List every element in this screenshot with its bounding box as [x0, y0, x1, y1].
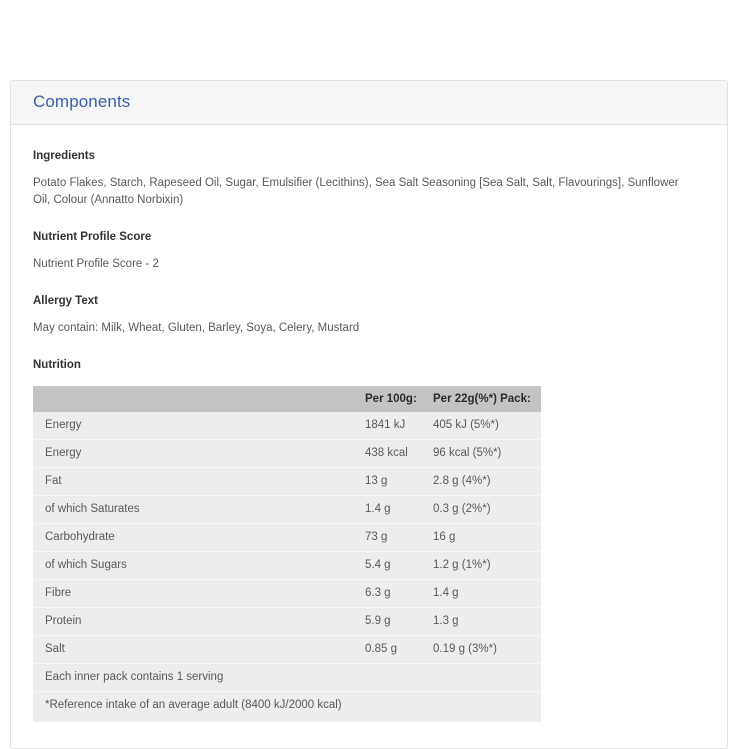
cell-per-100g: 1.4 g — [363, 496, 431, 524]
cell-per-pack: 16 g — [431, 524, 541, 552]
cell-per-pack: 2.8 g (4%*) — [431, 468, 541, 496]
cell-per-pack: 1.3 g — [431, 608, 541, 636]
cell-per-100g: 5.4 g — [363, 552, 431, 580]
table-note: Each inner pack contains 1 serving — [33, 664, 541, 692]
allergy-text-heading: Allergy Text — [33, 295, 98, 307]
nutrition-heading: Nutrition — [33, 359, 81, 371]
cell-nutrient: Fat — [33, 468, 363, 496]
table-row — [33, 440, 541, 468]
table-row — [33, 524, 541, 552]
panel-body — [11, 125, 727, 748]
column-header-per-100g: Per 100g: — [363, 386, 431, 412]
table-header-row — [33, 386, 541, 412]
column-header-per-pack: Per 22g(%*) Pack: — [431, 386, 541, 412]
components-panel — [10, 80, 728, 749]
nutrition-table-body — [33, 412, 541, 722]
cell-per-pack: 96 kcal (5%*) — [431, 440, 541, 468]
nutrition-table-head — [33, 386, 541, 412]
cell-per-100g: 1841 kJ — [363, 412, 431, 440]
nutrient-profile-score-text: Nutrient Profile Score - 2 — [33, 258, 159, 270]
cell-nutrient: Energy — [33, 440, 363, 468]
table-row — [33, 552, 541, 580]
cell-per-pack: 0.19 g (3%*) — [431, 636, 541, 664]
cell-per-pack: 1.2 g (1%*) — [431, 552, 541, 580]
cell-nutrient: of which Sugars — [33, 552, 363, 580]
table-row — [33, 608, 541, 636]
panel-header — [11, 81, 727, 125]
cell-per-100g: 73 g — [363, 524, 431, 552]
cell-nutrient: Salt — [33, 636, 363, 664]
table-note-row — [33, 664, 541, 692]
nutrition-table-wrapper — [33, 386, 541, 722]
cell-nutrient: of which Saturates — [33, 496, 363, 524]
page-title: Components — [33, 92, 131, 111]
cell-per-pack: 1.4 g — [431, 580, 541, 608]
table-row — [33, 412, 541, 440]
cell-per-100g: 0.85 g — [363, 636, 431, 664]
allergy-text-text: May contain: Milk, Wheat, Gluten, Barley, Soya, Celery, Mustard — [33, 322, 360, 334]
cell-per-pack: 0.3 g (2%*) — [431, 496, 541, 524]
nutrition-table — [33, 386, 541, 722]
table-note-row — [33, 692, 541, 723]
cell-per-100g: 438 kcal — [363, 440, 431, 468]
cell-per-pack: 405 kJ (5%*) — [431, 412, 541, 440]
cell-nutrient: Energy — [33, 412, 363, 440]
cell-per-100g: 5.9 g — [363, 608, 431, 636]
cell-per-100g: 13 g — [363, 468, 431, 496]
ingredients-heading: Ingredients — [33, 150, 95, 162]
column-header-nutrient — [33, 386, 363, 412]
table-row — [33, 636, 541, 664]
table-row — [33, 580, 541, 608]
table-note: *Reference intake of an average adult (8400 kJ/2000 kcal) — [45, 699, 342, 711]
cell-nutrient: Carbohydrate — [33, 524, 363, 552]
cell-nutrient: Protein — [33, 608, 363, 636]
nutrient-profile-score-heading: Nutrient Profile Score — [33, 231, 152, 243]
table-row — [33, 496, 541, 524]
cell-nutrient: Fibre — [33, 580, 363, 608]
ingredients-text: Potato Flakes, Starch, Rapeseed Oil, Sugar, Emulsifier (Lecithins), Sea Salt Seasoning [Sea Salt, Salt, Flavourings], Sunflower Oil, Colour (Annatto Norbixin) — [33, 177, 679, 206]
table-row — [33, 468, 541, 496]
cell-per-100g: 6.3 g — [363, 580, 431, 608]
